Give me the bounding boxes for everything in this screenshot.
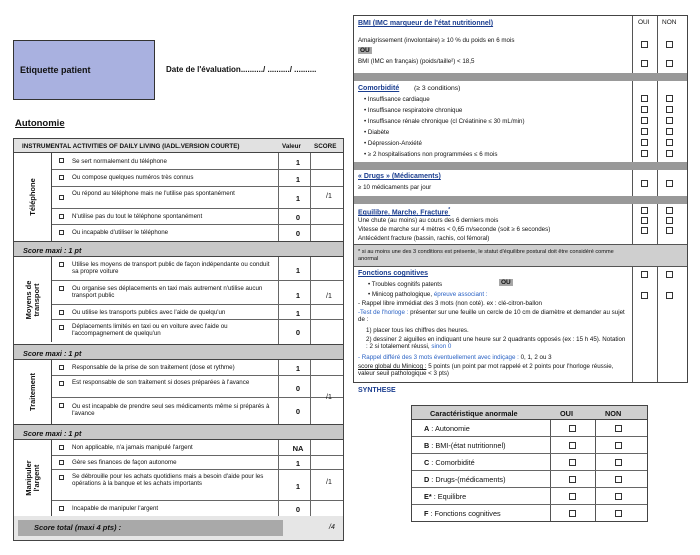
- category-transport: Moyens de transport: [14, 257, 52, 342]
- category-telephone: Téléphone: [14, 153, 52, 241]
- checkbox[interactable]: [59, 262, 64, 267]
- drugs-line: ≥ 10 médicaments par jour: [358, 184, 432, 191]
- score-max-row: Score maxi : 1 pt: [14, 241, 343, 257]
- checkbox[interactable]: [59, 445, 64, 450]
- equilibre-note-row: [354, 244, 687, 267]
- checkbox-oui[interactable]: [641, 217, 648, 224]
- table-row: Responsable de la prise de son traitement (dose et rythme) 1: [52, 360, 343, 376]
- checkbox-oui[interactable]: [641, 139, 648, 146]
- table-row: Ou utilise les transports publics avec l'aide de quelqu'un 1: [52, 305, 343, 320]
- checkbox-oui[interactable]: [641, 117, 648, 124]
- table-row: Gère ses finances de façon autonome 1: [52, 456, 343, 470]
- category-traitement: Traitement: [14, 360, 52, 424]
- checkbox[interactable]: [59, 365, 64, 370]
- checkbox[interactable]: [59, 325, 64, 330]
- cognitive-line: 2) dessiner 2 aiguilles en indiquant une heure sur 2 quadrants opposés (ex : 15 h 45). Notation : 2 si totalement réussi, sinon 0: [366, 336, 626, 351]
- table-row: Utilise les moyens de transport public de façon indépendante ou conduit sa propre voiture 1: [52, 257, 343, 281]
- iadl-table-header: [14, 139, 343, 153]
- bmi-line2: BMI (IMC en français) (poids/taille²) < 18,5: [358, 58, 475, 65]
- cognitive-line: - Rappel différé des 3 mots éventuellement avec indiçage : 0, 1, 2 ou 3: [358, 354, 552, 361]
- table-row: Ou organise ses déplacements en taxi mais autrement n'utilise aucun transport public 1: [52, 281, 343, 305]
- list-item: • Minicog pathologique, épreuve associant :: [368, 291, 488, 298]
- list-item: • Insuffisance respiratoire chronique: [364, 107, 463, 114]
- bmi-title: BMI (IMC marqueur de l'état nutritionnel): [358, 20, 494, 27]
- checkbox-non[interactable]: [666, 292, 673, 299]
- list-item: • Dépression-Anxiété: [364, 140, 422, 147]
- checkbox-oui[interactable]: [641, 106, 648, 113]
- section-divider: [354, 162, 687, 170]
- checkbox-oui[interactable]: [569, 476, 576, 483]
- cognitive-title: Fonctions cognitives: [358, 270, 429, 277]
- score-telephone: /1: [326, 193, 332, 200]
- iadl-title: INSTRUMENTAL ACTIVITIES OF DAILY LIVING (IADL.VERSION COURTE): [22, 143, 240, 150]
- criteria-table: [353, 15, 688, 383]
- list-item: • Insuffisance rénale chronique (cl Créatinine ≤ 30 mL/min): [364, 118, 525, 125]
- cognitive-line: score global du Minicog : 5 points (un point par mot rappelé et 2 points pour l'horloge réussie, valeur seuil pathologique < 3 pts): [358, 363, 614, 378]
- score-argent: /1: [326, 479, 332, 486]
- iadl-col-score: SCORE: [314, 143, 337, 150]
- table-row: Se débrouille pour les achats quotidiens mais a besoin d'aide pour les opérations à la banque et les achats importants 1: [52, 470, 343, 501]
- score-traitement: /1: [326, 394, 332, 401]
- ou-badge: OU: [501, 279, 511, 286]
- col-oui: OUI: [638, 19, 650, 26]
- checkbox[interactable]: [59, 475, 64, 480]
- table-row: Ou incapable d'utiliser le téléphone 0: [52, 225, 343, 241]
- checkbox-oui[interactable]: [641, 207, 648, 214]
- checkbox[interactable]: [59, 310, 64, 315]
- section-title-autonomie: Autonomie: [15, 118, 65, 129]
- checkbox[interactable]: [59, 230, 64, 235]
- checkbox-oui[interactable]: [641, 227, 648, 234]
- score-max-row: Score maxi : 1 pt: [14, 344, 343, 360]
- checkbox-oui[interactable]: [569, 459, 576, 466]
- cognitive-line: - Rappel libre immédiat des 3 mots (non coté). ex : clé-citron-ballon: [358, 300, 542, 307]
- table-row: N'utilise pas du tout le téléphone spontanément 0: [52, 209, 343, 225]
- equilibre-note: * si au moins une des 3 conditions est présente, le statut d'équilibre postural doit être considéré comme anormal: [358, 249, 614, 262]
- comorbidite-title: Comorbidité: [358, 85, 400, 92]
- total-score: /4: [329, 524, 335, 531]
- table-row: Déplacements limités en taxi ou en voiture avec l'aide ou l'accompagnement de quelqu'un 0: [52, 320, 343, 342]
- section-divider: [354, 196, 687, 204]
- checkbox-non[interactable]: [666, 227, 673, 234]
- checkbox-oui[interactable]: [569, 442, 576, 449]
- checkbox-oui[interactable]: [641, 60, 648, 67]
- synthese-header: Caractéristique anormale OUI NON: [412, 406, 647, 420]
- checkbox-non[interactable]: [666, 41, 673, 48]
- checkbox-non[interactable]: [666, 139, 673, 146]
- checkbox-non[interactable]: [666, 217, 673, 224]
- drugs-title: « Drugs » (Médicaments): [358, 173, 441, 180]
- comorbidite-suffix: (≥ 3 conditions): [414, 85, 461, 92]
- equilibre-line: Antécédent fracture (bassin, rachis, col fémoral): [358, 235, 490, 242]
- table-row: Ou compose quelques numéros très connus 1: [52, 170, 343, 187]
- synthese-row: F : Fonctions cognitives: [412, 505, 647, 522]
- checkbox-non[interactable]: [666, 117, 673, 124]
- cognitive-line: -Test de l'horloge : présenter sur une feuille un cercle de 10 cm de diamètre et demander au sujet de :: [358, 309, 625, 324]
- section-divider: [354, 73, 687, 81]
- patient-label-box: [13, 40, 155, 100]
- checkbox-non[interactable]: [615, 476, 622, 483]
- synthese-table: [411, 405, 648, 522]
- list-item: • Diabète: [364, 129, 390, 136]
- checkbox[interactable]: [59, 506, 64, 511]
- checkbox-oui[interactable]: [641, 292, 648, 299]
- checkbox-non[interactable]: [615, 425, 622, 432]
- bmi-line1: Amaigrissement (involontaire) ≥ 10 % du poids en 6 mois: [358, 37, 515, 44]
- total-score-label-box: Score total (maxi 4 pts) :: [18, 520, 283, 536]
- iadl-col-value: Valeur: [282, 143, 301, 150]
- synthese-title: SYNTHESE: [358, 387, 396, 394]
- list-item: • Insuffisance cardiaque: [364, 96, 430, 103]
- checkbox[interactable]: [59, 460, 64, 465]
- checkbox[interactable]: [59, 158, 64, 163]
- col-non: NON: [662, 19, 677, 26]
- checkbox-oui[interactable]: [641, 128, 648, 135]
- checkbox-non[interactable]: [666, 150, 673, 157]
- checkbox-non[interactable]: [666, 207, 673, 214]
- category-argent: Manipuler l'argent: [14, 440, 52, 516]
- table-row: Incapable de manipuler l'argent 0: [52, 501, 343, 516]
- table-row: Ou est incapable de prendre seul ses médicaments même si préparés à l'avance 0: [52, 398, 343, 424]
- table-row: Se sert normalement du téléphone 1: [52, 153, 343, 170]
- checkbox[interactable]: [59, 214, 64, 219]
- patient-label: Etiquette patient: [20, 65, 91, 75]
- table-row: Non applicable, n'a jamais manipulé l'argent NA: [52, 440, 343, 456]
- checkbox-non[interactable]: [666, 180, 673, 187]
- checkbox-oui[interactable]: [641, 95, 648, 102]
- checkbox-oui[interactable]: [641, 41, 648, 48]
- synthese-row: E* : Equilibre: [412, 488, 647, 505]
- checkbox-oui[interactable]: [569, 425, 576, 432]
- checkbox-non[interactable]: [615, 442, 622, 449]
- synthese-row: A : Autonomie: [412, 420, 647, 437]
- checkbox-non[interactable]: [615, 459, 622, 466]
- checkbox[interactable]: [59, 175, 64, 180]
- checkbox-non[interactable]: [615, 510, 622, 517]
- checkbox[interactable]: [59, 381, 64, 386]
- checkbox-oui[interactable]: [569, 510, 576, 517]
- synthese-row: D : Drugs-(médicaments): [412, 471, 647, 488]
- checkbox-non[interactable]: [666, 128, 673, 135]
- synthese-row: B : BMI-(état nutritionnel): [412, 437, 647, 454]
- table-row: Est responsable de son traitement si doses préparées à l'avance 0: [52, 376, 343, 398]
- equilibre-line: Vitesse de marche sur 4 mètres < 0,65 m/seconde (soit ≥ 6 secondes): [358, 226, 551, 233]
- checkbox-non[interactable]: [666, 60, 673, 67]
- checkbox-oui[interactable]: [641, 150, 648, 157]
- checkbox[interactable]: [59, 195, 64, 200]
- cognitive-line: 1) placer tous les chiffres des heures.: [366, 327, 469, 334]
- score-max-row: Score maxi : 1 pt: [14, 424, 343, 440]
- equilibre-line: Une chute (au moins) au cours des 6 derniers mois: [358, 217, 499, 224]
- iadl-table: [13, 138, 344, 541]
- table-row: Ou répond au téléphone mais ne l'utilise pas spontanément 1: [52, 187, 343, 209]
- checkbox-non[interactable]: [666, 106, 673, 113]
- list-item: • ≥ 2 hospitalisations non programmées ≤ 6 mois: [364, 151, 498, 158]
- total-score-row: [14, 516, 343, 540]
- checkbox-oui[interactable]: [641, 271, 648, 278]
- synthese-row: C : Comorbidité: [412, 454, 647, 471]
- evaluation-date-label: Date de l'évaluation........../ ........../ ..........: [166, 65, 317, 74]
- checkbox[interactable]: [59, 286, 64, 291]
- checkbox-non[interactable]: [666, 271, 673, 278]
- checkbox-oui[interactable]: [569, 493, 576, 500]
- equilibre-title: Equilibre. Marche. Fracture*: [358, 207, 451, 217]
- checkbox[interactable]: [59, 403, 64, 408]
- list-item: • Troubles cognitifs patents: [368, 281, 443, 288]
- checkbox-non[interactable]: [666, 95, 673, 102]
- checkbox-oui[interactable]: [641, 180, 648, 187]
- score-transport: /1: [326, 293, 332, 300]
- checkbox-non[interactable]: [615, 493, 622, 500]
- ou-badge: OU: [360, 47, 370, 54]
